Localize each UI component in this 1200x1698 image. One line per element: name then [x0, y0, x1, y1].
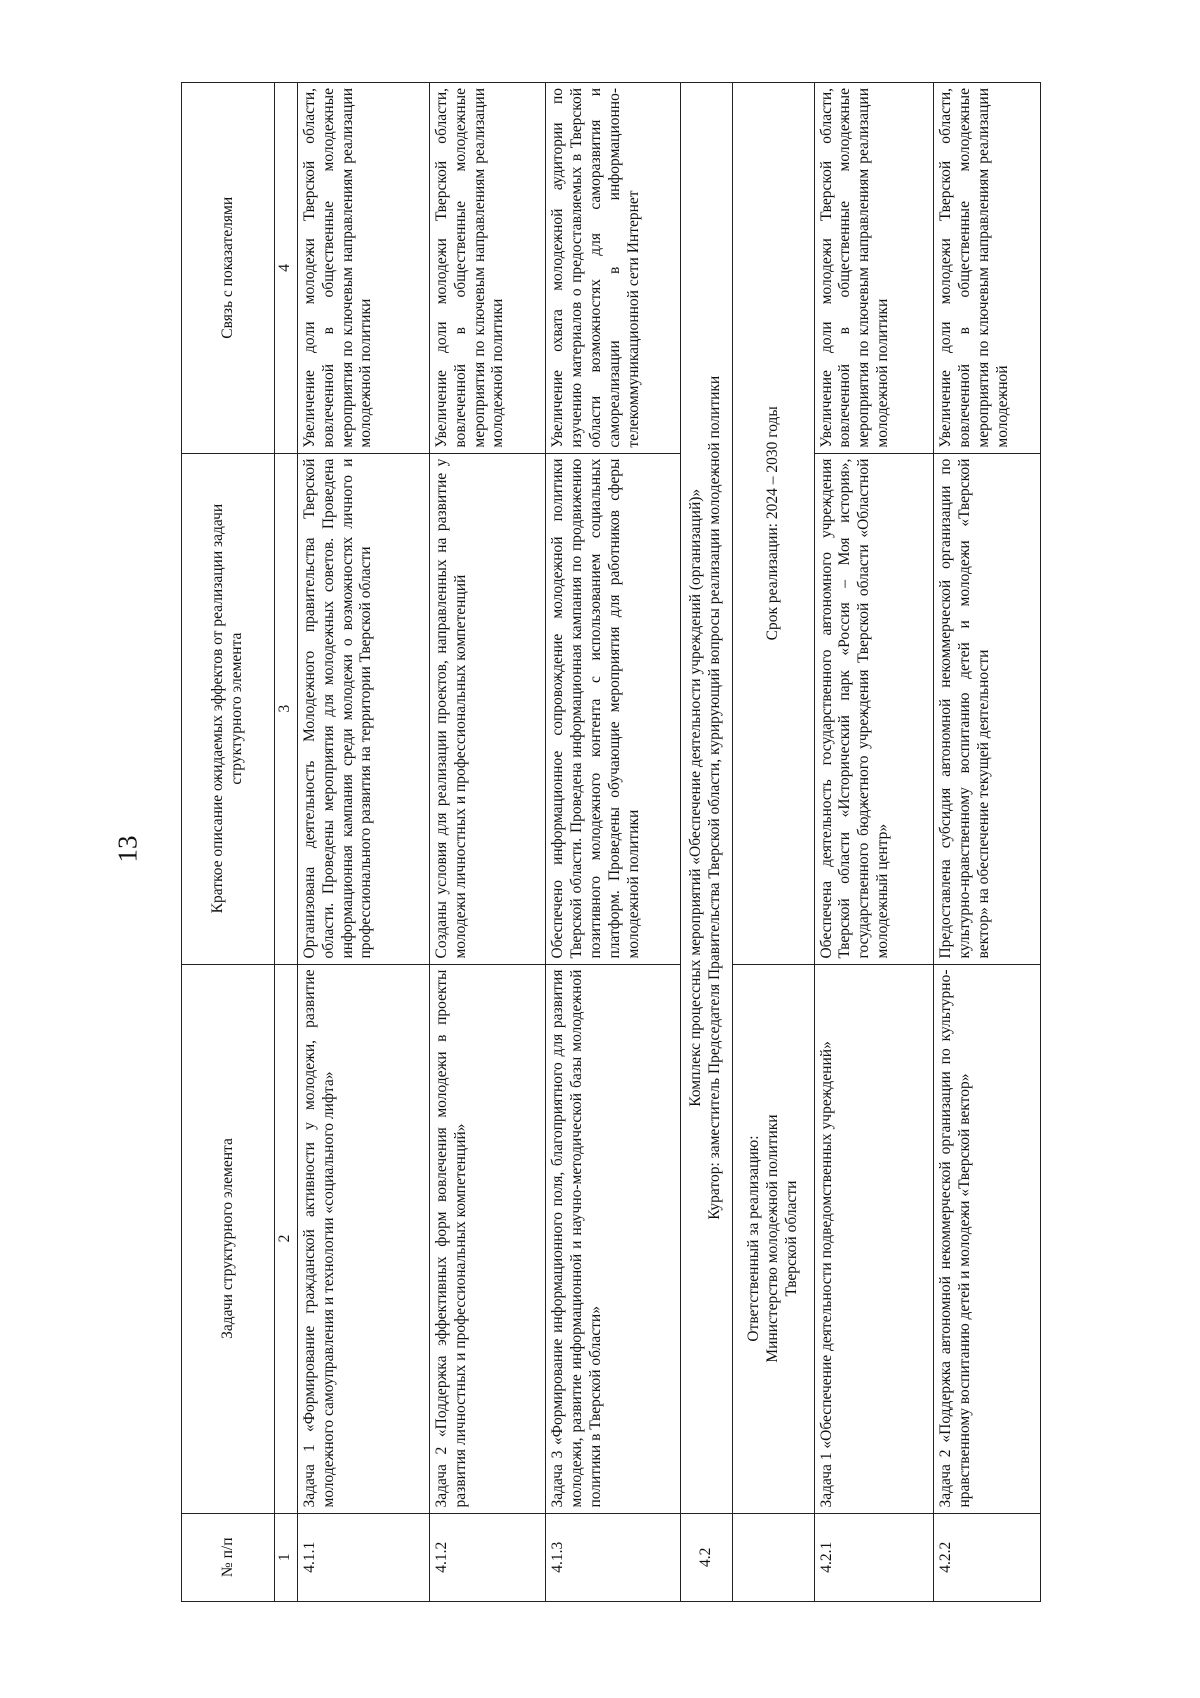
section-title: Комплекс процессных мероприятий «Обеспечение деятельности учреждений (организаций)» [687, 488, 705, 1107]
task-cell: Задача 2 «Поддержка автономной некоммерческой организации по культурно-нравственному воспитанию детей и молодежи «Тверской вектор» [934, 964, 1041, 1513]
link-cell: Увеличение доли молодежи Тверской области, вовлеченной в общественные молодежные мероприятия по ключевым направлениям реализации молодежной политики [814, 83, 934, 454]
tasks-table [181, 82, 1041, 1602]
task-cell: Задача 1 «Обеспечение деятельности подведомственных учреждений» [814, 964, 934, 1513]
column-number: 4 [275, 83, 297, 454]
section-title-cell [680, 83, 733, 1514]
effect-cell: Предоставлена субсидия автономной некоммерческой организации по культурно-нравственному воспитанию детей и молодежи «Тверской вектор» на обеспечение текущей деятельности [934, 453, 1041, 964]
responsible-row [733, 83, 814, 1602]
period-cell: Срок реализации: 2024 – 2030 годы [733, 83, 814, 965]
row-number: 4.1.2 [429, 1513, 546, 1601]
empty-cell [733, 1513, 814, 1601]
table-row [297, 83, 429, 1602]
effect-cell: Созданы условия для реализации проектов, направленных на развитие у молодежи личностных и профессиональных компетенций [429, 453, 546, 964]
table-row [546, 83, 680, 1602]
header-task: Задачи структурного элемента [182, 964, 275, 1513]
table-row [934, 83, 1041, 1602]
header-effect: Краткое описание ожидаемых эффектов от реализации задачи структурного элемента [182, 453, 275, 964]
row-number: 4.1.3 [546, 1513, 680, 1601]
table-row [429, 83, 546, 1602]
responsible-label: Ответственный за реализацию: [745, 1135, 763, 1342]
section-header-row [680, 83, 733, 1602]
link-cell: Увеличение охвата молодежной аудитории по изучению материалов о предоставляемых в Тверской области возможностях для саморазвития и самореализации в информационно-телекоммуникационной сети Интернет [546, 83, 680, 454]
effect-cell: Организована деятельность Молодежного правительства Тверской области. Проведены мероприятия для молодежных советов. Проведена информационная кампания среди молодежи о возможностях личного и профессионального развития на территории Тверской области [297, 453, 429, 964]
table-row [814, 83, 934, 1602]
effect-cell: Обеспечено информационное сопровождение молодежной политики Тверской области. Проведена информационная кампания по продвижению позитивного молодежного контента с использованием социальных платформ. Проведены обучающие мероприятия для работников сферы молодежной политики [546, 453, 680, 964]
responsible-org: Министерство молодежной политики [763, 1114, 781, 1363]
header-num: № п/п [182, 1513, 275, 1601]
rotated-table-container [181, 82, 1041, 1602]
link-cell: Увеличение доли молодежи Тверской области, вовлеченной в общественные молодежные мероприятия по ключевым направлениям реализации молодежной [934, 83, 1041, 454]
section-number: 4.2 [680, 1513, 733, 1601]
responsible-cell [733, 964, 814, 1513]
page-number: 13 [112, 835, 143, 863]
column-number-row [275, 83, 297, 1602]
row-number: 4.2.1 [814, 1513, 934, 1601]
column-number: 2 [275, 964, 297, 1513]
column-number: 3 [275, 453, 297, 964]
responsible-org-region: Тверской области [782, 1180, 800, 1297]
row-number: 4.1.1 [297, 1513, 429, 1601]
link-cell: Увеличение доли молодежи Тверской области, вовлеченной в общественные молодежные мероприятия по ключевым направлениям реализации молодежной политики [429, 83, 546, 454]
row-number: 4.2.2 [934, 1513, 1041, 1601]
task-cell: Задача 1 «Формирование гражданской активности у молодежи, развитие молодежного самоуправления и технологии «социального лифта» [297, 964, 429, 1513]
link-cell: Увеличение доли молодежи Тверской области, вовлеченной в общественные молодежные мероприятия по ключевым направлениям реализации молодежной политики [297, 83, 429, 454]
header-link: Связь с показателями [182, 83, 275, 454]
section-curator: Куратор: заместитель Председателя Правительства Тверской области, курирующий вопросы реализации молодежной политики [706, 375, 724, 1220]
column-number: 1 [275, 1513, 297, 1601]
effect-cell: Обеспечена деятельность государственного автономного учреждения Тверской области «Исторический парк «Россия – Моя история», государственного бюджетного учреждения Тверской области «Областной молодежный центр» [814, 453, 934, 964]
task-cell: Задача 2 «Поддержка эффективных форм вовлечения молодежи в проекты развития личностных и профессиональных компетенций» [429, 964, 546, 1513]
header-row [182, 83, 275, 1602]
task-cell: Задача 3 «Формирование информационного поля, благоприятного для развития молодежи, развитие информационной и научно-методической базы молодежной политики в Тверской области» [546, 964, 680, 1513]
